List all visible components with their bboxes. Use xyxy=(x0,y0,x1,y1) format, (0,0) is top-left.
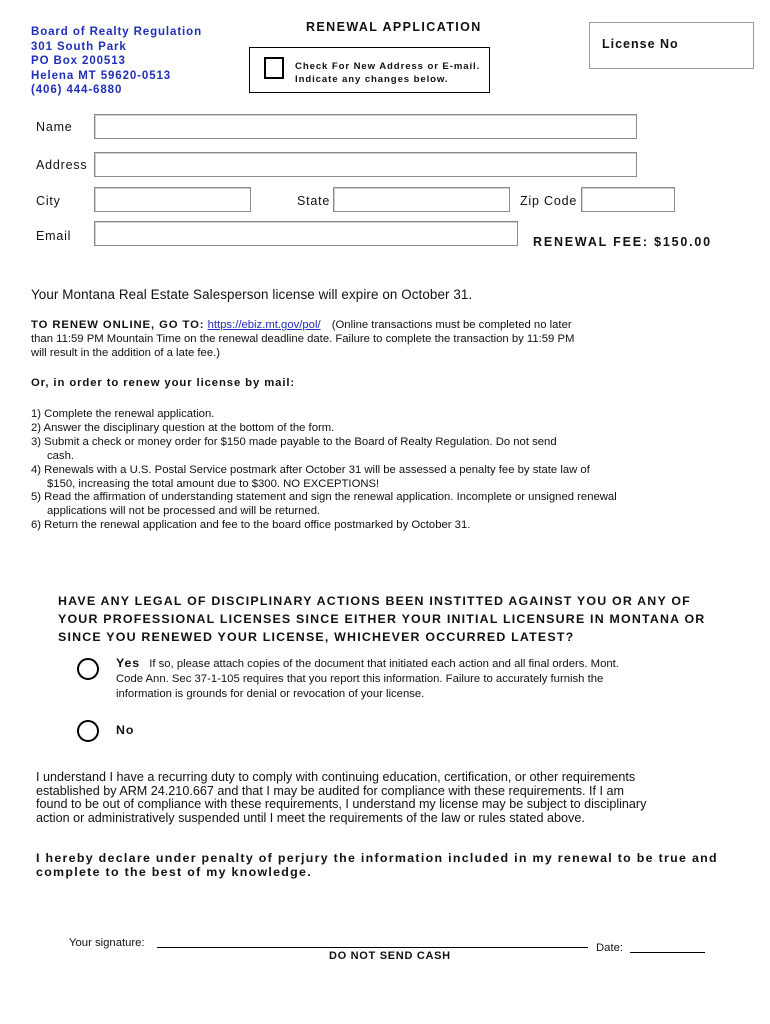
step-item: $150, increasing the total amount due to $300. NO EXCEPTIONS! xyxy=(47,477,380,490)
state-input[interactable] xyxy=(333,187,510,212)
yes-label: Yes xyxy=(116,656,141,670)
name-input[interactable] xyxy=(94,114,637,139)
no-cash-notice: DO NOT SEND CASH xyxy=(329,950,451,962)
step-item: applications will not be processed and will be returned. xyxy=(47,505,321,518)
email-label: Email xyxy=(36,229,72,243)
org-po-box: PO Box 200513 xyxy=(31,55,126,68)
yes-option xyxy=(116,656,619,702)
question-line: SINCE YOU RENEWED YOUR LICENSE, WHICHEVER OCCURRED LATEST? xyxy=(58,630,575,644)
email-input[interactable] xyxy=(94,221,518,246)
no-label: No xyxy=(116,723,135,737)
disciplinary-question xyxy=(58,592,705,646)
yes-note-line-2: Code Ann. Sec 37-1-105 requires that you report this information. Failure to accurately furnish the xyxy=(116,673,604,685)
step-item: 4) Renewals with a U.S. Postal Service postmark after October 31 will be assessed a penalty fee by state law of xyxy=(31,463,590,476)
org-phone: (406) 444-6880 xyxy=(31,84,123,97)
zip-code-label: Zip Code xyxy=(520,194,578,208)
step-item: 6) Return the renewal application and fee to the board office postmarked by October 31. xyxy=(31,519,471,532)
affirmation-statement xyxy=(36,771,646,825)
address-change-checkbox[interactable] xyxy=(264,57,284,79)
step-item: cash. xyxy=(47,449,75,462)
affirmation-line: established by ARM 24.210.667 and that I may be audited for compliance with these requirements. If I am xyxy=(36,783,625,798)
online-renewal-link[interactable]: https://ebiz.mt.gov/pol/ xyxy=(207,319,321,331)
online-renewal-line-3: will result in the addition of a late fee.) xyxy=(31,347,221,359)
declaration-line: I hereby declare under penalty of perjury the information included in my renewal to be true and xyxy=(36,851,718,865)
city-label: City xyxy=(36,194,61,208)
perjury-declaration xyxy=(36,851,718,879)
date-line[interactable] xyxy=(630,952,705,953)
org-street: 301 South Park xyxy=(31,40,127,53)
address-label: Address xyxy=(36,158,88,172)
form-title: RENEWAL APPLICATION xyxy=(306,20,482,34)
online-renewal-line-2: than 11:59 PM Mountain Time on the renewal deadline date. Failure to complete the transaction by 11:59 PM xyxy=(31,333,575,345)
step-item: 5) Read the affirmation of understanding statement and sign the renewal application. Incomplete or unsigned renewal xyxy=(31,491,617,504)
step-item: 1) Complete the renewal application. xyxy=(31,408,215,420)
affirmation-line: I understand I have a recurring duty to comply with continuing education, certification, or other requirements xyxy=(36,770,636,784)
step-item: 3) Submit a check or money order for $150 made payable to the Board of Realty Regulation. Do not send xyxy=(31,435,557,448)
name-label: Name xyxy=(36,120,73,134)
zip-code-input[interactable] xyxy=(581,187,675,212)
org-city: Helena MT 59620-0513 xyxy=(31,69,172,82)
online-renewal-note: (Online transactions must be completed no later xyxy=(331,319,572,331)
state-label: State xyxy=(297,194,331,208)
online-renewal-label: TO RENEW ONLINE, GO TO: xyxy=(31,319,205,331)
question-line: YOUR PROFESSIONAL LICENSES SINCE EITHER YOUR INITIAL LICENSURE IN MONTANA OR xyxy=(58,612,706,626)
question-line: HAVE ANY LEGAL OF DISCIPLINARY ACTIONS BEEN INSTITTED AGAINST YOU OR ANY OF xyxy=(58,594,691,608)
address-change-line-2: Indicate any changes below. xyxy=(295,74,449,85)
board-address-block xyxy=(31,25,202,98)
org-name: Board of Realty Regulation xyxy=(31,26,202,38)
online-renewal-line-1 xyxy=(31,318,572,332)
license-number-label: License No xyxy=(602,37,679,51)
expiration-notice: Your Montana Real Estate Salesperson license will expire on October 31. xyxy=(31,287,473,302)
affirmation-line: action or administratively suspended until I meet the requirements of the law or rules stated above. xyxy=(36,810,585,825)
yes-note-line-3: information is grounds for denial or revocation of your license. xyxy=(116,688,425,700)
yes-radio[interactable] xyxy=(77,658,99,680)
signature-label: Your signature: xyxy=(69,937,145,949)
step-item: 2) Answer the disciplinary question at the bottom of the form. xyxy=(31,421,335,434)
no-radio[interactable] xyxy=(77,720,99,742)
yes-note-line-1: If so, please attach copies of the document that initiated each action and all final orders. Mont. xyxy=(149,658,619,670)
mail-renewal-steps xyxy=(31,408,617,533)
address-input[interactable] xyxy=(94,152,637,177)
affirmation-line: found to be out of compliance with these requirements, I understand my license may be subject to disciplinary xyxy=(36,797,647,812)
date-label: Date: xyxy=(596,942,624,954)
signature-line[interactable] xyxy=(157,947,588,948)
address-change-text xyxy=(295,60,480,86)
mail-renewal-heading: Or, in order to renew your license by mail: xyxy=(31,377,296,389)
address-change-line-1: Check For New Address or E-mail. xyxy=(295,61,481,72)
renewal-fee: RENEWAL FEE: $150.00 xyxy=(533,235,712,249)
city-input[interactable] xyxy=(94,187,251,212)
declaration-line: complete to the best of my knowledge. xyxy=(36,865,312,879)
